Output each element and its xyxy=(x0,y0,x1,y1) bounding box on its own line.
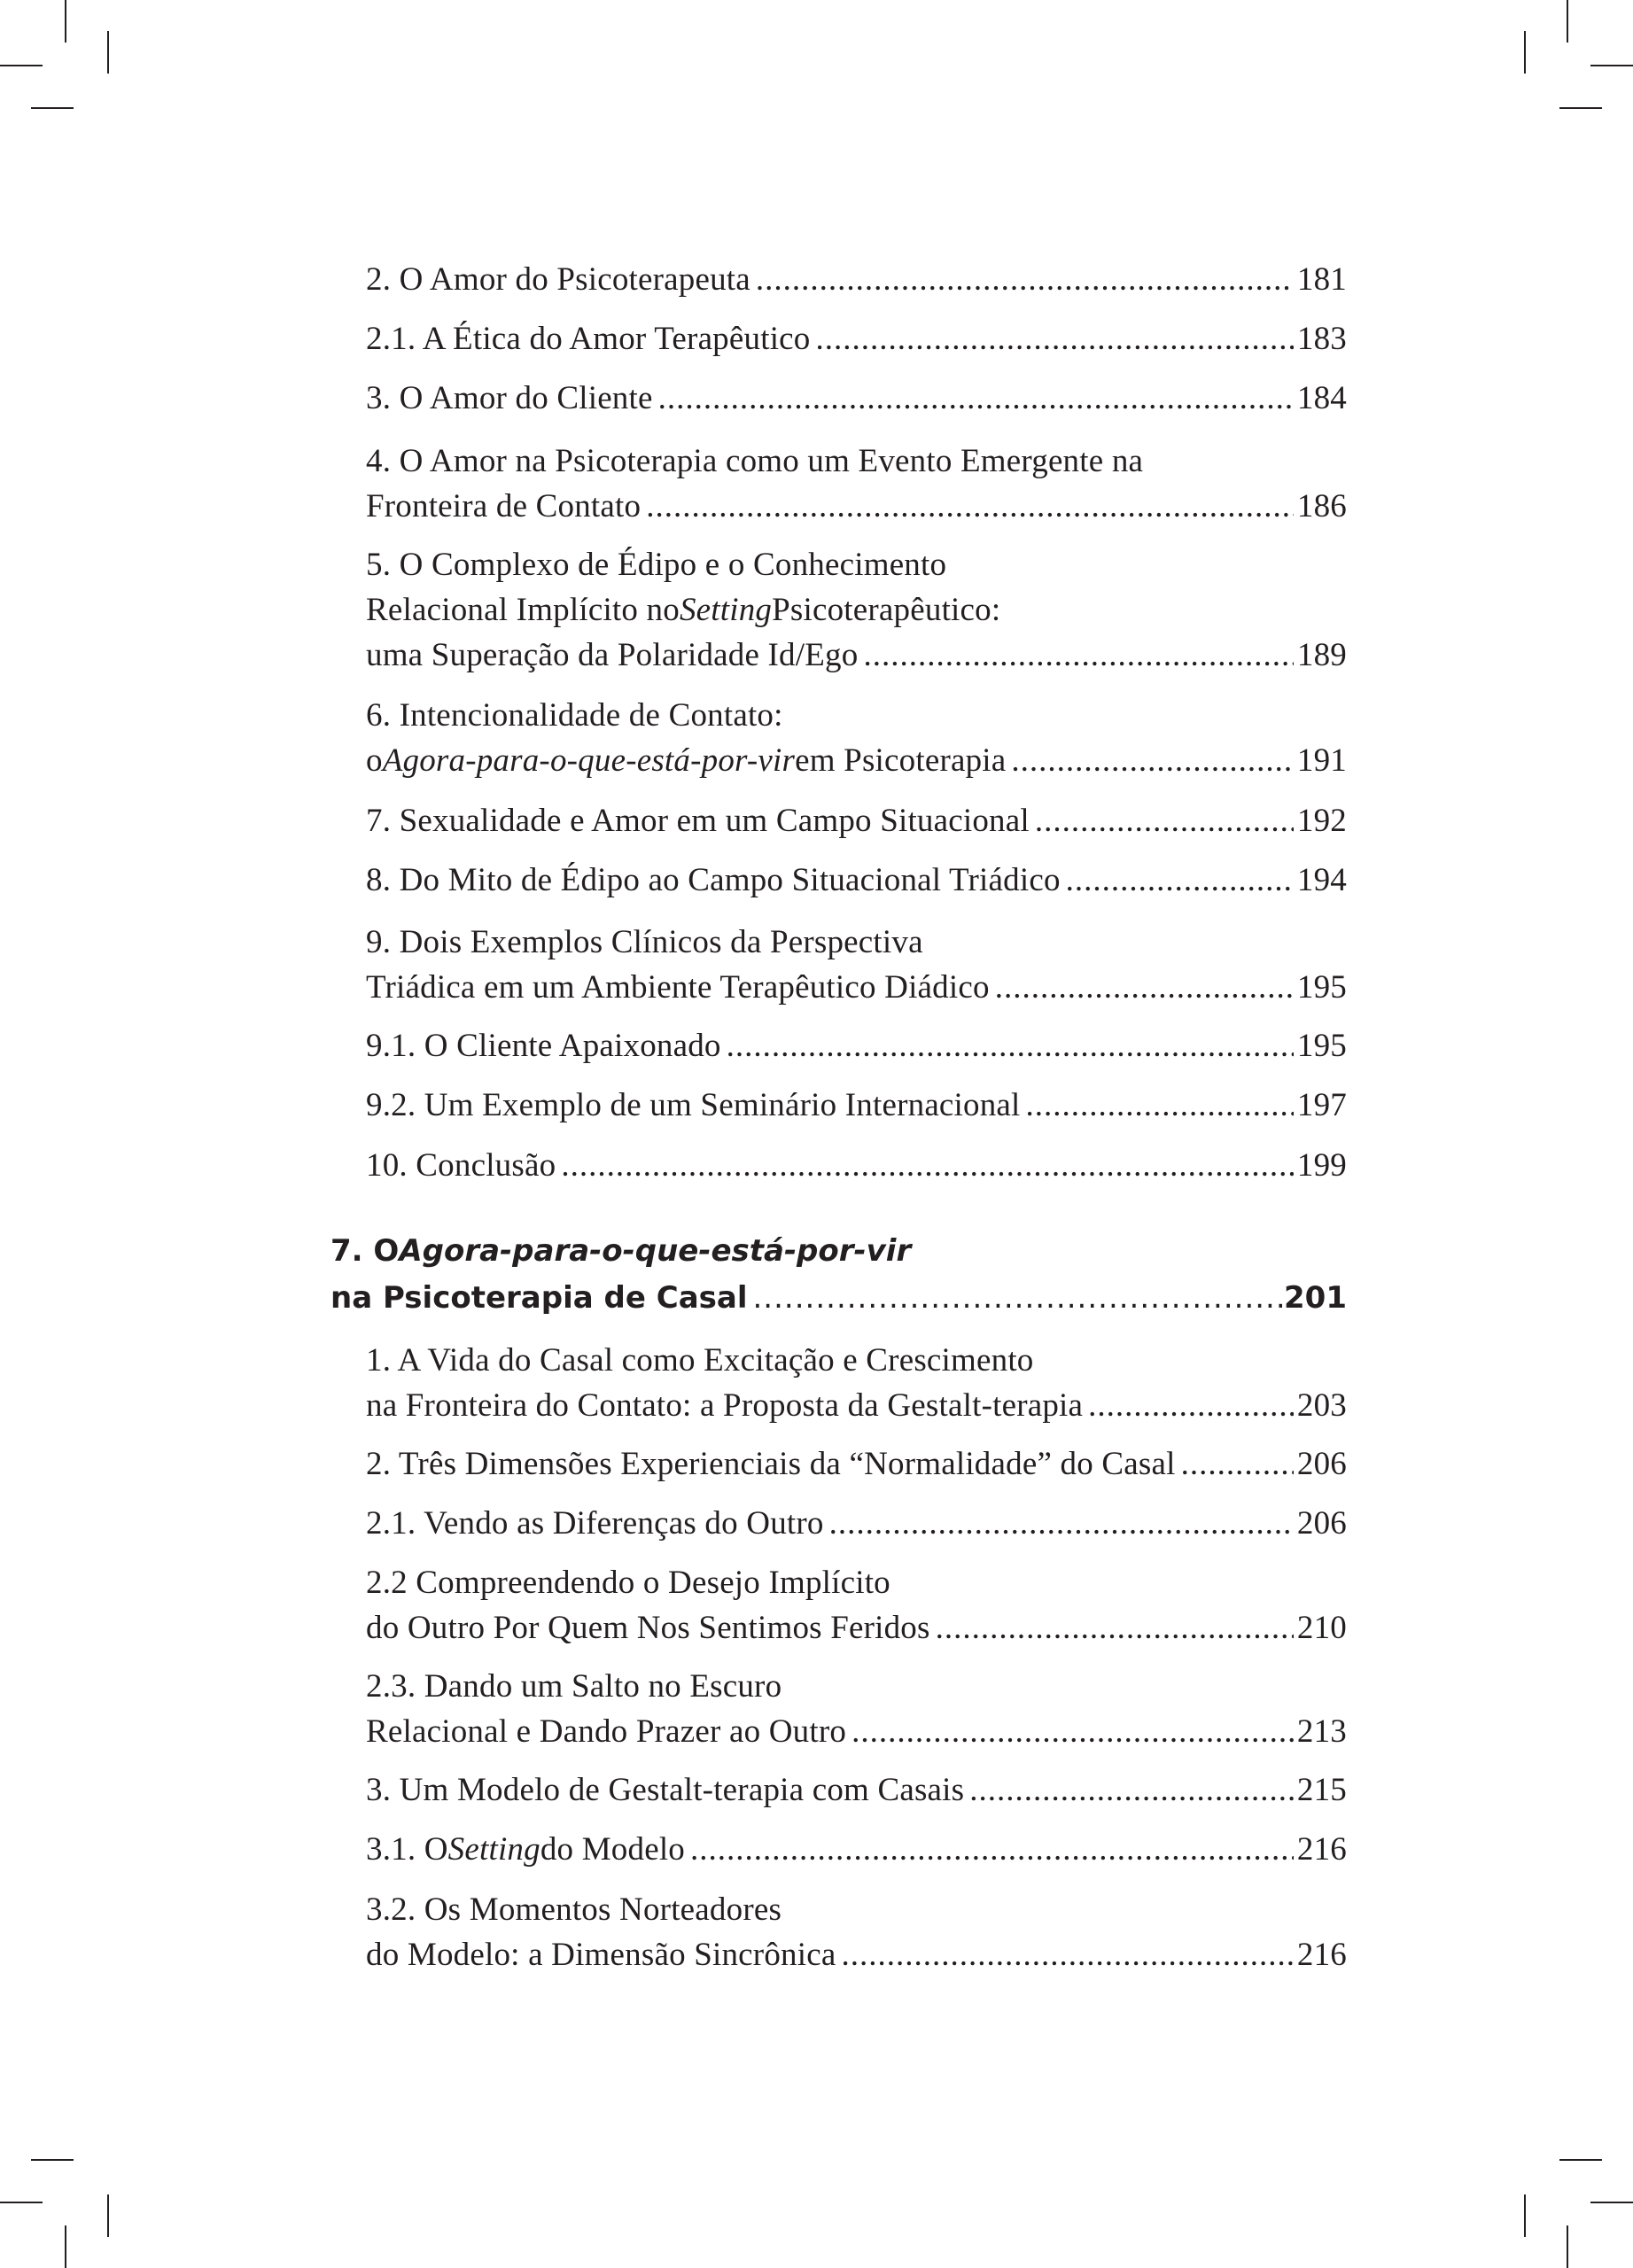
toc-entry-title: 9.2. Um Exemplo de um Seminário Internacional xyxy=(366,1087,1021,1123)
toc-entry-title: 3.1. O xyxy=(366,1831,448,1868)
toc-entry-title: Triádica em um Ambiente Terapêutico Diádico xyxy=(366,969,990,1006)
toc-entry-title: Psicoterapêutico: xyxy=(772,592,1001,628)
toc-entry-title: 3.2. Os Momentos Norteadores xyxy=(366,1891,782,1928)
toc-page-number: 203 xyxy=(1296,1387,1347,1424)
chapter-page-number: 201 xyxy=(1284,1280,1347,1316)
toc-page-number: 206 xyxy=(1296,1446,1347,1482)
toc-entry-title: Relacional Implícito no xyxy=(366,592,680,628)
toc-entry xyxy=(366,693,1347,783)
toc-entry xyxy=(366,316,1347,361)
toc-entry-title: 7. Sexualidade e Amor em um Campo Situacional xyxy=(366,803,1030,839)
dot-leader xyxy=(851,1709,1294,1754)
toc-entry-title: 1. A Vida do Casal como Excitação e Crescimento xyxy=(366,1342,1034,1379)
dot-leader xyxy=(1035,798,1294,843)
toc-entry-title: Fronteira de Contato xyxy=(366,488,642,524)
dot-leader xyxy=(727,1023,1294,1068)
toc-entry xyxy=(366,1827,1347,1872)
dot-leader xyxy=(841,1932,1293,1977)
toc-page-number: 216 xyxy=(1296,1831,1347,1868)
toc-entry-title: em Psicoterapia xyxy=(795,742,1007,779)
toc-page-number: 197 xyxy=(1296,1087,1347,1123)
toc-entry-title: 3. Um Modelo de Gestalt-terapia com Casais xyxy=(366,1772,965,1808)
dot-leader xyxy=(690,1827,1294,1872)
toc-page-number: 194 xyxy=(1296,862,1347,898)
toc-entry xyxy=(366,1501,1347,1546)
toc-page-number: 210 xyxy=(1296,1610,1347,1646)
toc-page-number: 216 xyxy=(1296,1937,1347,1973)
toc-entry xyxy=(366,1143,1347,1188)
toc-entry-title: 10. Conclusão xyxy=(366,1147,556,1184)
toc-entry xyxy=(366,1338,1347,1428)
toc-entry xyxy=(366,1560,1347,1651)
toc-entry-title: 8. Do Mito de Édipo ao Campo Situacional Triádico xyxy=(366,862,1061,898)
toc-page-number: 183 xyxy=(1296,321,1347,357)
dot-leader xyxy=(816,316,1294,361)
toc-page-number: 189 xyxy=(1296,637,1347,673)
toc-entry-title: uma Superação da Polaridade Id/Ego xyxy=(366,637,859,673)
toc-entry xyxy=(366,858,1347,903)
toc-entry xyxy=(366,1023,1347,1068)
toc-entry-title: 2.1. A Ética do Amor Terapêutico xyxy=(366,321,811,357)
dot-leader xyxy=(829,1501,1294,1546)
toc-page-number: 215 xyxy=(1296,1772,1347,1808)
toc-page-number: 206 xyxy=(1296,1505,1347,1542)
chapter-title: 7. O xyxy=(330,1233,400,1269)
toc-entry-title: Relacional e Dando Prazer ao Outro xyxy=(366,1713,847,1750)
toc-entry-title: 2.2 Compreendendo o Desejo Implícito xyxy=(366,1565,890,1601)
toc-entry-title: o xyxy=(366,742,383,779)
dot-leader xyxy=(1011,738,1293,783)
toc-page-number: 195 xyxy=(1296,1028,1347,1064)
toc-entry xyxy=(366,1441,1347,1487)
toc-entry-title: 2.3. Dando um Salto no Escuro xyxy=(366,1668,782,1705)
dot-leader xyxy=(969,1767,1294,1813)
toc-entry xyxy=(366,376,1347,421)
toc-entry-title: 2. O Amor do Psicoterapeuta xyxy=(366,261,750,298)
toc-entry xyxy=(366,542,1347,678)
dot-leader xyxy=(1088,1383,1294,1428)
dot-leader xyxy=(936,1605,1294,1651)
dot-leader xyxy=(1181,1441,1294,1487)
dot-leader xyxy=(863,633,1293,678)
dot-leader xyxy=(658,376,1294,421)
toc-entry-title-italic: Setting xyxy=(679,592,773,628)
dot-leader xyxy=(1026,1083,1294,1128)
toc-entry-title: 3. O Amor do Cliente xyxy=(366,380,653,416)
dot-leader xyxy=(756,257,1294,302)
toc-entry xyxy=(366,1664,1347,1754)
toc-page-number: 192 xyxy=(1296,803,1347,839)
toc-entry-title: 6. Intencionalidade de Contato: xyxy=(366,697,783,734)
chapter-heading xyxy=(330,1228,1347,1322)
dot-leader xyxy=(561,1143,1294,1188)
toc-page-number: 184 xyxy=(1296,380,1347,416)
chapter-title: na Psicoterapia de Casal xyxy=(330,1280,748,1316)
toc-page-number: 213 xyxy=(1296,1713,1347,1750)
toc-entry xyxy=(366,257,1347,302)
toc-page-number: 195 xyxy=(1296,969,1347,1006)
toc-entry-title: 5. O Complexo de Édipo e o Conhecimento xyxy=(366,547,947,583)
dot-leader xyxy=(646,484,1294,529)
toc-entry-title-italic: Agora-para-o-que-está-por-vir xyxy=(382,742,796,779)
dot-leader xyxy=(752,1275,1282,1322)
dot-leader xyxy=(995,965,1294,1010)
toc-entry-title: do Outro Por Quem Nos Sentimos Feridos xyxy=(366,1610,930,1646)
dot-leader xyxy=(1066,858,1294,903)
toc-page-number: 199 xyxy=(1296,1147,1347,1184)
toc-entry-title: 2.1. Vendo as Diferenças do Outro xyxy=(366,1505,824,1542)
toc-page-number: 191 xyxy=(1296,742,1347,779)
toc-entry-title: 9. Dois Exemplos Clínicos da Perspectiva xyxy=(366,924,923,960)
toc-entry xyxy=(366,798,1347,843)
toc-page-number: 186 xyxy=(1296,488,1347,524)
toc-entry xyxy=(366,1083,1347,1128)
toc-entry xyxy=(366,1887,1347,1977)
chapter-title-italic: Agora-para-o-que-está-por-vir xyxy=(399,1233,912,1269)
toc-entry-title: 9.1. O Cliente Apaixonado xyxy=(366,1028,721,1064)
toc-entry-title: na Fronteira do Contato: a Proposta da Gestalt-terapia xyxy=(366,1387,1084,1424)
toc-entry-title: do Modelo xyxy=(540,1831,685,1868)
toc-entry-title: do Modelo: a Dimensão Sincrônica xyxy=(366,1937,836,1973)
toc-entry xyxy=(366,920,1347,1010)
toc-entry-title-italic: Setting xyxy=(447,1831,540,1868)
toc-entry xyxy=(366,439,1347,529)
toc-entry-title: 2. Três Dimensões Experienciais da “Normalidade” do Casal xyxy=(366,1446,1176,1482)
toc-entry xyxy=(366,1767,1347,1813)
toc-page-number: 181 xyxy=(1296,261,1347,298)
toc-entry-title: 4. O Amor na Psicoterapia como um Evento Emergente na xyxy=(366,443,1144,479)
